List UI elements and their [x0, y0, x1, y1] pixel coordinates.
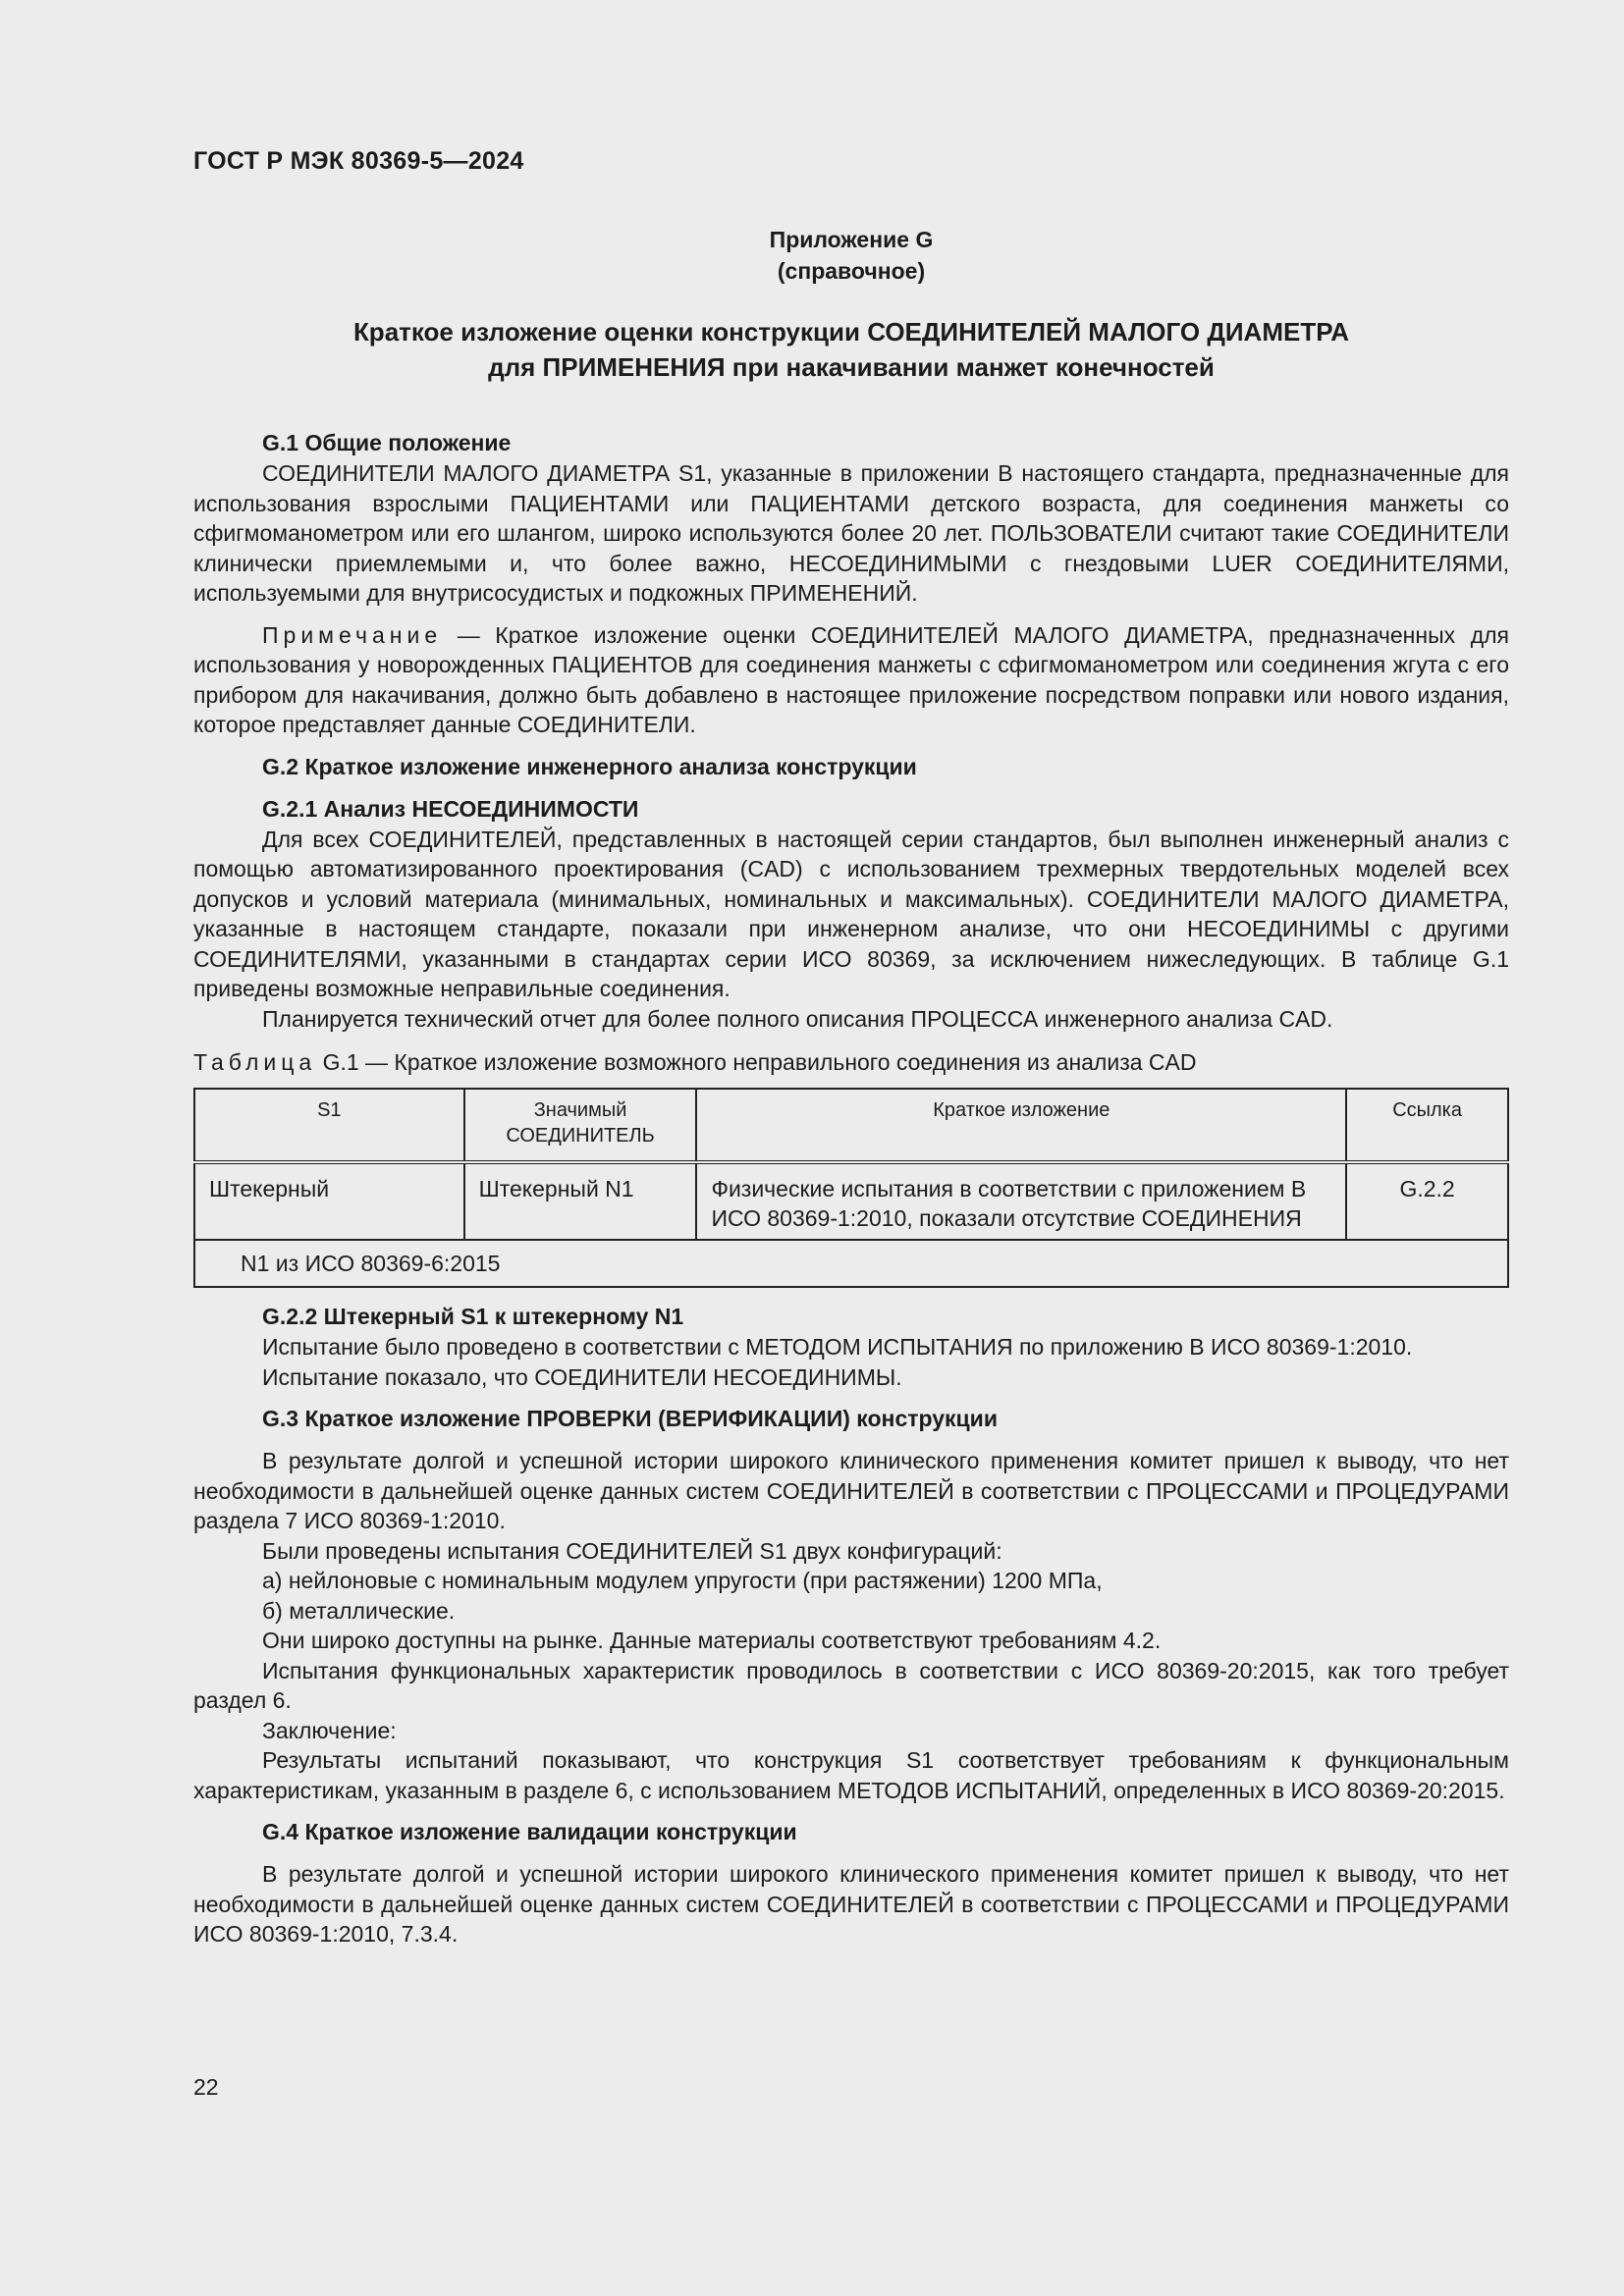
section-g2-heading: G.2 Краткое изложение инженерного анализа конструкции: [262, 753, 917, 779]
document-body: [193, 428, 1509, 1949]
section-g1-paragraph: СОЕДИНИТЕЛИ МАЛОГО ДИАМЕТРА S1, указанные в приложении В настоящего стандарта, предназначенные для использования взрослыми ПАЦИЕНТАМИ или ПАЦИЕНТАМИ детского возраста, для соединения манжеты со сфигмоманометром или его шлангом, широко используются более 20 лет. ПОЛЬЗОВАТЕЛИ считают такие СОЕДИНИТЕЛИ клинически приемлемыми и, что более важно, НЕСОЕДИНИМЫМИ с гнездовыми LUER СОЕДИНИТЕЛЯМИ, используемыми для внутрисосудистых и подкожных ПРИМЕНЕНИЙ.: [193, 460, 1509, 606]
table-footnote: N1 из ИСО 80369-6:2015: [194, 1240, 1508, 1287]
section-g22-paragraph-2: Испытание показало, что СОЕДИНИТЕЛИ НЕСОЕДИНИМЫ.: [262, 1363, 902, 1390]
section-g3-paragraph-6: Результаты испытаний показывают, что конструкция S1 соответствует требованиям к функциональным характеристикам, указанным в разделе 6, с использованием МЕТОДОВ ИСПЫТАНИЙ, определенных в ИСО 80369-20:2015.: [193, 1747, 1509, 1803]
table-caption-text: G.1 — Краткое изложение возможного неправильного соединения из анализа CAD: [316, 1049, 1197, 1075]
section-g1-note: [193, 620, 1509, 740]
table-caption-label: Таблица: [193, 1049, 317, 1075]
section-g21-paragraph-1: Для всех СОЕДИНИТЕЛЕЙ, представленных в настоящей серии стандартов, был выполнен инженерный анализ с помощью автоматизированного проектирования (CAD) с использованием трехмерных твердотельных моделей всех допусков и условий материала (минимальных, номинальных и максимальных). СОЕДИНИТЕЛИ МАЛОГО ДИАМЕТРА, указанные в настоящем стандарте, показали при инженерном анализе, что они НЕСОЕДИНИМЫ с другими СОЕДИНИТЕЛЯМИ, указанными в стандартах серии ИСО 80369, за исключением нижеследующих. В таблице G.1 приведены возможные неправильные соединения.: [193, 826, 1509, 1001]
note-text: — Краткое изложение оценки СОЕДИНИТЕЛЕЙ МАЛОГО ДИАМЕТРА, предназначенных для использования у новорожденных ПАЦИЕНТОВ для соединения манжеты с сфигмоманометром или соединения жгута с его прибором для накачивания, должно быть добавлено в настоящее приложение посредством поправки или нового издания, которое представляет данные СОЕДИНИТЕЛИ.: [193, 621, 1509, 737]
section-g21-paragraph-2: Планируется технический отчет для более полного описания ПРОЦЕССА инженерного анализа CAD.: [262, 1005, 1333, 1032]
table-cell-s1: Штекерный: [194, 1162, 464, 1240]
annex-title-line-2: для ПРИМЕНЕНИЯ при накачивании манжет конечностей: [488, 352, 1215, 382]
annex-title-line-1: Краткое изложение оценки конструкции СОЕДИНИТЕЛЕЙ МАЛОГО ДИАМЕТРА: [352, 317, 1350, 347]
table-row: [194, 1162, 1508, 1240]
table-header-reference: Ссылка: [1346, 1089, 1508, 1162]
section-g4-paragraph-1: В результате долгой и успешной истории широкого клинического применения комитет пришел к выводу, что нет необходимости в дальнейшей оценке данных систем СОЕДИНИТЕЛЕЙ в соответствии с ПРОЦЕССАМИ и ПРОЦЕДУРАМИ ИСО 80369-1:2010, 7.3.4.: [193, 1861, 1509, 1947]
section-g22-paragraph-1: Испытание было проведено в соответствии с МЕТОДОМ ИСПЫТАНИЯ по приложению В ИСО 80369-1:2010.: [262, 1334, 1413, 1360]
annex-type: (справочное): [777, 258, 926, 284]
section-g22-heading: G.2.2 Штекерный S1 к штекерному N1: [262, 1304, 684, 1329]
table-footnote-row: [194, 1240, 1508, 1287]
table-header-connector: Значимый СОЕДИНИТЕЛЬ: [464, 1089, 697, 1162]
list-item-a: а) нейлоновые с номинальным модулем упругости (при растяжении) 1200 МПа,: [262, 1568, 1103, 1593]
table-cell-summary: Физические испытания в соответствии с приложением В ИСО 80369-1:2010, показали отсутствие СОЕДИНЕНИЯ: [696, 1162, 1346, 1240]
annex-title: [193, 314, 1509, 385]
section-g3-paragraph-2: Были проведены испытания СОЕДИНИТЕЛЕЙ S1 двух конфигураций:: [262, 1537, 1002, 1564]
section-g3-paragraph-3: Они широко доступны на рынке. Данные материалы соответствуют требованиям 4.2.: [262, 1628, 1162, 1653]
table-cell-connector: Штекерный N1: [464, 1162, 697, 1240]
table-caption: [193, 1047, 1509, 1077]
section-g4-heading: G.4 Краткое изложение валидации конструкции: [262, 1819, 797, 1844]
page-number: 22: [193, 2074, 219, 2100]
list-item-b: б) металлические.: [262, 1597, 456, 1624]
section-g21-heading: G.2.1 Анализ НЕСОЕДИНИМОСТИ: [262, 795, 639, 822]
section-g1-heading: G.1 Общие положение: [262, 430, 512, 455]
section-g3-paragraph-1: В результате долгой и успешной истории широкого клинического применения комитет пришел к выводу, что нет необходимости в дальнейшей оценке данных систем СОЕДИНИТЕЛЕЙ в соответствии с ПРОЦЕССАМИ и ПРОЦЕДУРАМИ раздела 7 ИСО 80369-1:2010.: [193, 1448, 1509, 1533]
annex-label: Приложение G: [769, 227, 934, 252]
table-header-summary: Краткое изложение: [696, 1089, 1346, 1162]
note-label: Примечание: [262, 621, 443, 648]
table-cell-reference: G.2.2: [1346, 1162, 1508, 1240]
table-g1: [193, 1088, 1509, 1288]
document-header: ГОСТ Р МЭК 80369-5—2024: [193, 147, 524, 175]
table-header-row: [194, 1089, 1508, 1162]
section-g3-paragraph-4: Испытания функциональных характеристик проводилось в соответствии с ИСО 80369-20:2015, как того требует раздел 6.: [193, 1657, 1509, 1713]
section-g3-paragraph-5: Заключение:: [262, 1717, 397, 1743]
annex-heading: [193, 224, 1509, 287]
table-header-s1: S1: [194, 1089, 464, 1162]
section-g3-heading: G.3 Краткое изложение ПРОВЕРКИ (ВЕРИФИКАЦИИ) конструкции: [262, 1406, 998, 1431]
